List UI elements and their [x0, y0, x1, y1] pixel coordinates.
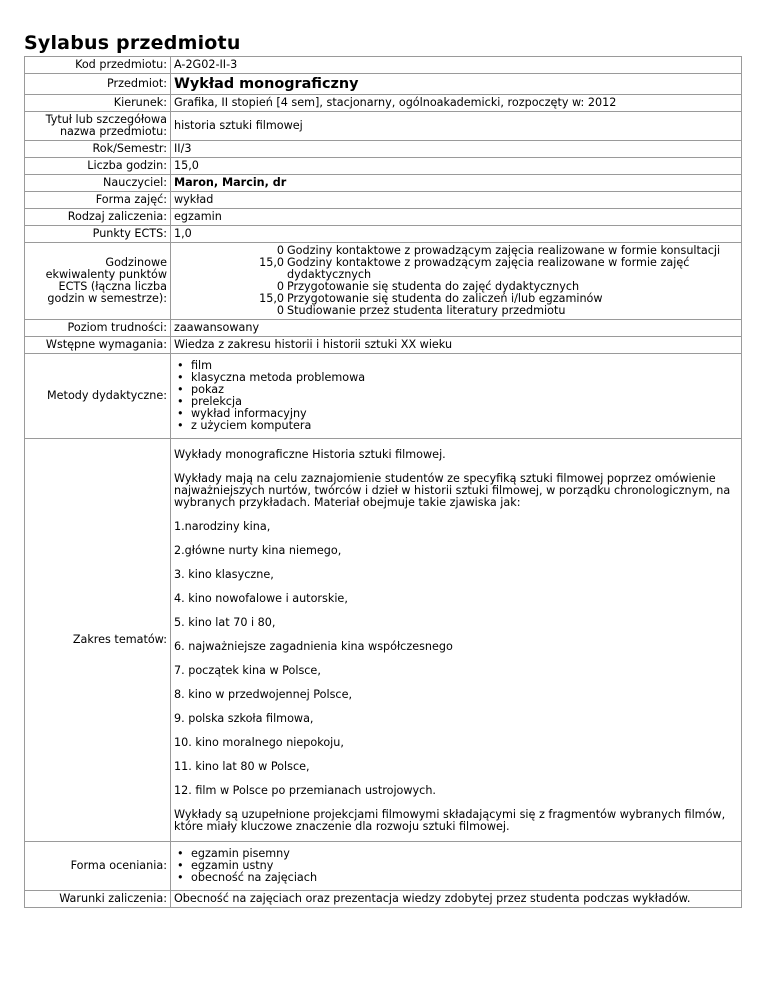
value-zakres: [171, 439, 742, 842]
value-tytul: historia sztuki filmowej: [171, 112, 742, 141]
value-godzinowe: [171, 243, 742, 320]
row-ocenianie: [25, 842, 742, 891]
row-rok: [25, 141, 742, 158]
value-metody: [171, 354, 742, 439]
label-tytul-line-1: Tytuł lub szczegółowa: [45, 113, 167, 126]
label-forma: Forma zajęć:: [25, 192, 171, 209]
value-forma: wykład: [171, 192, 742, 209]
value-kierunek: Grafika, II stopień [4 sem], stacjonarny, ogólnoakademicki, rozpoczęty w: 2012: [171, 95, 742, 112]
hours-row: [174, 305, 738, 317]
value-kod: A-2G02-II-3: [171, 57, 742, 74]
topic-paragraph: 12. film w Polsce po przemianach ustrojowych.: [174, 784, 436, 797]
hours-row: [174, 257, 738, 281]
topic-paragraph: 4. kino nowofalowe i autorskie,: [174, 592, 348, 605]
row-godzinowe: [25, 243, 742, 320]
page-title: Sylabus przedmiotu: [24, 32, 241, 54]
label-ocenianie: Forma oceniania:: [25, 842, 171, 891]
topic-paragraph: Wykłady są uzupełnione projekcjami filmowymi składającymi się z fragmentów wybranych filmów, które miały kluczowe znaczenie dla rozwoju sztuki filmowej.: [174, 808, 726, 833]
row-przedmiot: [25, 74, 742, 95]
list-item: • klasyczna metoda problemowa: [191, 372, 738, 384]
label-godzinowe-line-4: godzin w semestrze):: [47, 292, 167, 305]
label-wstepne: Wstępne wymagania:: [25, 337, 171, 354]
value-ects: 1,0: [171, 226, 742, 243]
label-tytul-line-2: nazwa przedmiotu:: [59, 125, 167, 138]
value-poziom: zaawansowany: [171, 320, 742, 337]
topic-paragraph: 1.narodziny kina,: [174, 520, 271, 533]
value-warunki: Obecność na zajęciach oraz prezentacja wiedzy zdobytej przez studenta podczas wykładów.: [171, 891, 742, 908]
label-ects: Punkty ECTS:: [25, 226, 171, 243]
label-rodzaj: Rodzaj zaliczenia:: [25, 209, 171, 226]
row-tytul: [25, 112, 742, 141]
label-zakres: Zakres tematów:: [25, 439, 171, 842]
hours-desc: Godziny kontaktowe z prowadzącym zajęcia realizowane w formie zajęć dydaktycznych: [287, 256, 690, 281]
list-item: • z użyciem komputera: [191, 420, 738, 432]
topic-paragraph: 3. kino klasyczne,: [174, 568, 274, 581]
topic-paragraph: 5. kino lat 70 i 80,: [174, 616, 276, 629]
hours-value: 15,0: [259, 292, 284, 305]
topic-paragraph: 7. początek kina w Polsce,: [174, 664, 321, 677]
hours-desc: Godziny kontaktowe z prowadzącym zajęcia realizowane w formie konsultacji: [287, 244, 721, 257]
list-item: • film: [191, 360, 738, 372]
value-rok: II/3: [171, 141, 742, 158]
row-forma: [25, 192, 742, 209]
list-item: • wykład informacyjny: [191, 408, 738, 420]
hours-value: 0: [276, 244, 284, 257]
hours-desc: Przygotowanie się studenta do zaliczeń i/lub egzaminów: [287, 292, 603, 305]
row-zakres: [25, 439, 742, 842]
hours-value: 0: [276, 280, 284, 293]
topic-paragraph: 2.główne nurty kina niemego,: [174, 544, 342, 557]
value-przedmiot: Wykład monograficzny: [171, 74, 742, 95]
topic-paragraph: 6. najważniejsze zagadnienia kina współczesnego: [174, 640, 453, 653]
hours-desc: Studiowanie przez studenta literatury przedmiotu: [287, 304, 566, 317]
label-poziom: Poziom trudności:: [25, 320, 171, 337]
syllabus-table: [24, 56, 742, 908]
label-tytul: [25, 112, 171, 141]
hours-desc: Przygotowanie się studenta do zajęć dydaktycznych: [287, 280, 580, 293]
label-godzinowe-line-2: ekwiwalenty punktów: [45, 268, 167, 281]
value-liczba: 15,0: [171, 158, 742, 175]
label-warunki: Warunki zaliczenia:: [25, 891, 171, 908]
list-item: • pokaz: [191, 384, 738, 396]
label-metody: Metody dydaktyczne:: [25, 354, 171, 439]
row-warunki: [25, 891, 742, 908]
list-item: • egzamin pisemny: [191, 848, 738, 860]
row-kod: [25, 57, 742, 74]
ocenianie-list: [174, 848, 738, 884]
value-ocenianie: [171, 842, 742, 891]
label-kod: Kod przedmiotu:: [25, 57, 171, 74]
row-kierunek: [25, 95, 742, 112]
value-nauczyciel: Maron, Marcin, dr: [171, 175, 742, 192]
row-metody: [25, 354, 742, 439]
label-nauczyciel: Nauczyciel:: [25, 175, 171, 192]
label-rok: Rok/Semestr:: [25, 141, 171, 158]
row-rodzaj: [25, 209, 742, 226]
label-godzinowe-line-1: Godzinowe: [105, 256, 167, 269]
row-nauczyciel: [25, 175, 742, 192]
hours-value: 15,0: [259, 256, 284, 269]
topic-paragraph: 10. kino moralnego niepokoju,: [174, 736, 344, 749]
label-kierunek: Kierunek:: [25, 95, 171, 112]
label-liczba: Liczba godzin:: [25, 158, 171, 175]
topic-paragraph: Wykłady monograficzne Historia sztuki filmowej.: [174, 448, 446, 461]
metody-list: [174, 360, 738, 432]
hours-value: 0: [276, 304, 284, 317]
topic-paragraph: 9. polska szkoła filmowa,: [174, 712, 314, 725]
list-item: • obecność na zajęciach: [191, 872, 738, 884]
value-rodzaj: egzamin: [171, 209, 742, 226]
hours-table: [174, 245, 738, 317]
row-poziom: [25, 320, 742, 337]
row-wstepne: [25, 337, 742, 354]
value-wstepne: Wiedza z zakresu historii i historii sztuki XX wieku: [171, 337, 742, 354]
row-liczba: [25, 158, 742, 175]
topic-paragraph: Wykłady mają na celu zaznajomienie studentów ze specyfiką sztuki filmowej poprzez omówienie najważniejszych nurtów, twórców i dzieł w historii sztuki filmowej, w porządku chronologicznym, na wybranych przykładach. Materiał obejmuje takie zjawiska jak:: [174, 472, 731, 509]
label-godzinowe-line-3: ECTS (łączna liczba: [58, 280, 167, 293]
topic-paragraph: 11. kino lat 80 w Polsce,: [174, 760, 310, 773]
list-item: • prelekcja: [191, 396, 738, 408]
label-przedmiot: Przedmiot:: [25, 74, 171, 95]
row-ects: [25, 226, 742, 243]
list-item: • egzamin ustny: [191, 860, 738, 872]
label-godzinowe: [25, 243, 171, 320]
topic-paragraph: 8. kino w przedwojennej Polsce,: [174, 688, 353, 701]
